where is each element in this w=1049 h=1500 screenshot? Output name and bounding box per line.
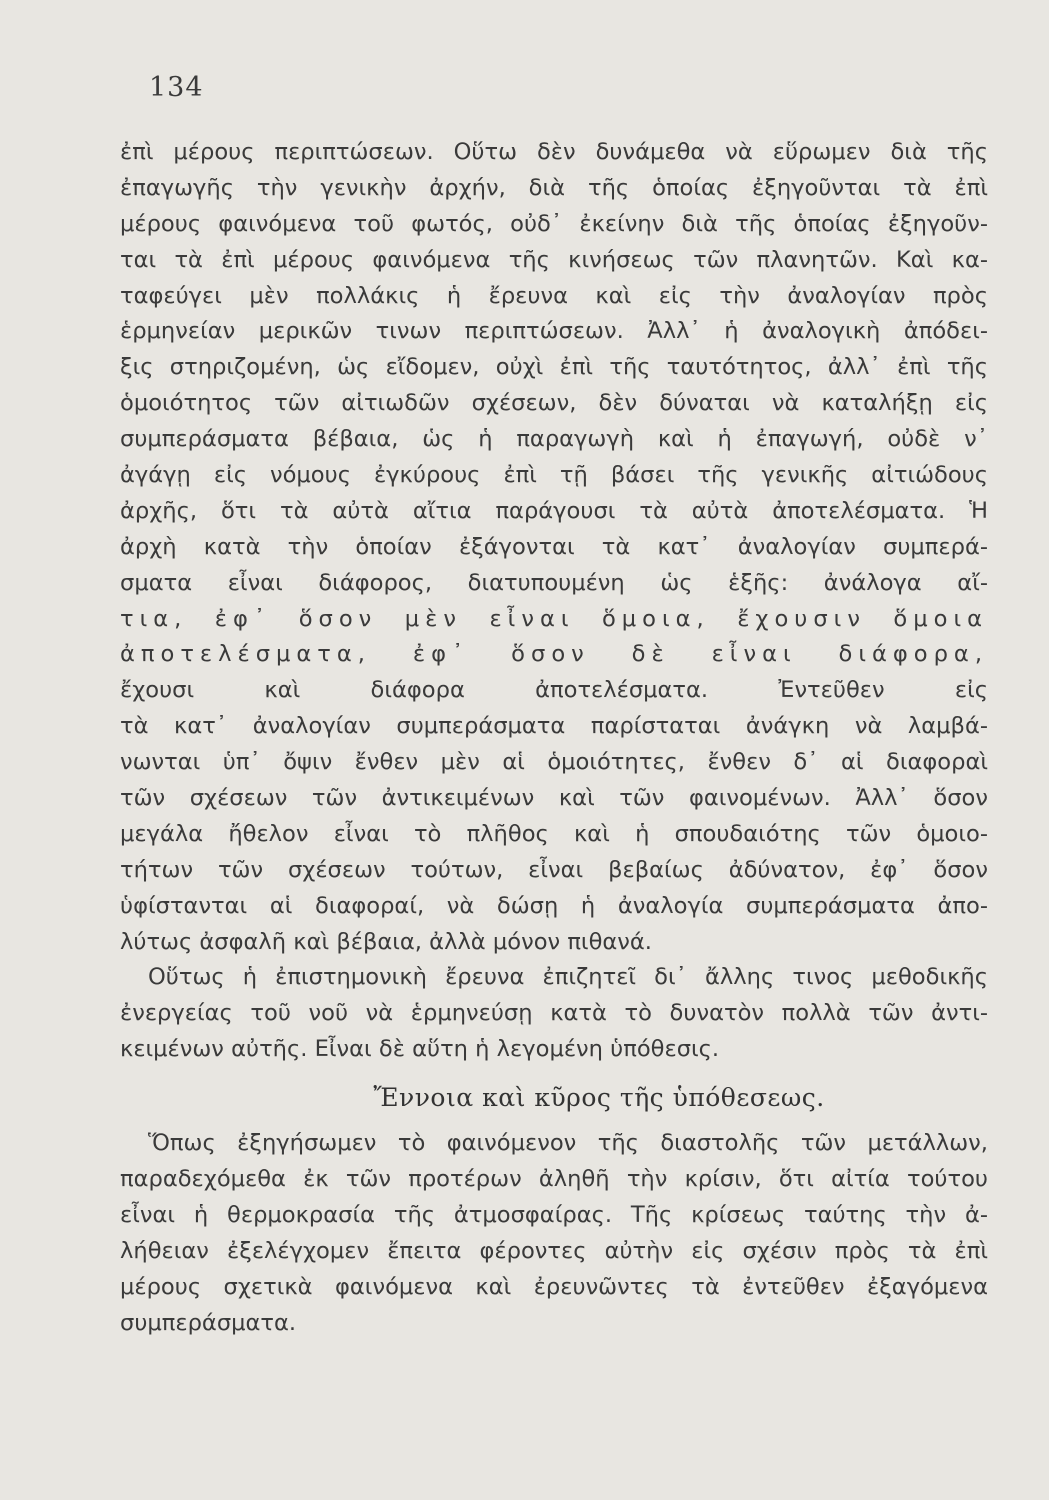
text-line: ἀρχῆς, ὅτι τὰ αὐτὰ αἴτια παράγουσι τὰ αὐτὰ ἀποτελέσματα. Ἡ bbox=[120, 497, 988, 524]
text-line: νωνται ὑπ᾽ ὄψιν ἔνθεν μὲν αἱ ὁμοιότητες, ἔνθεν δ᾽ αἱ διαφοραὶ bbox=[120, 749, 988, 776]
text-line: μεγάλα ἤθελον εἶναι τὸ πλῆθος καὶ ἡ σπουδαιότης τῶν ὁμοιο- bbox=[120, 820, 988, 847]
text-line: ταφεύγει μὲν πολλάκις ἡ ἔρευνα καὶ εἰς τὴν ἀναλογίαν πρὸς bbox=[120, 282, 988, 309]
text-line: ται τὰ ἐπὶ μέρους φαινόμενα τῆς κινήσεως τῶν πλανητῶν. Καὶ κα- bbox=[120, 246, 988, 273]
text-line: ἐπὶ μέρους περιπτώσεων. Οὕτω δὲν δυνάμεθα νὰ εὕρωμεν διὰ τῆς bbox=[120, 139, 988, 165]
text-line: τῶν σχέσεων τῶν ἀντικειμένων καὶ τῶν φαινομένων. Ἀλλ᾽ ὅσον bbox=[120, 785, 988, 812]
text-line: εἶναι ἡ θερμοκρασία τῆς ἀτμοσφαίρας. Τῆς κρίσεως ταύτης τὴν ἀ- bbox=[120, 1201, 988, 1228]
text-line: συμπεράσματα βέβαια, ὡς ἡ παραγωγὴ καὶ ἡ ἐπαγωγή, οὐδὲ ν᾽ bbox=[120, 426, 988, 453]
text-line: ἑρμηνείαν μερικῶν τινων περιπτώσεων. Ἀλλ᾽ ἡ ἀναλογικὴ ἀπόδει- bbox=[120, 318, 988, 345]
text-line: κειμένων αὐτῆς. Εἶναι δὲ αὕτη ἡ λεγομένη ὑπόθεσις. bbox=[120, 1036, 720, 1063]
text-line: ξις στηριζομένη, ὡς εἴδομεν, οὐχὶ ἐπὶ τῆς ταυτότητος, ἀλλ᾽ ἐπὶ τῆς bbox=[120, 354, 988, 381]
text-line: παραδεχόμεθα ἐκ τῶν προτέρων ἀληθῆ τὴν κρίσιν, ὅτι αἰτία τούτου bbox=[120, 1166, 988, 1193]
text-line: ὁμοιότητος τῶν αἰτιωδῶν σχέσεων, δὲν δύναται νὰ καταλήξῃ εἰς bbox=[120, 390, 988, 417]
page-body bbox=[120, 135, 988, 1342]
text-line: ἐπαγωγῆς τὴν γενικὴν ἀρχήν, διὰ τῆς ὁποίας ἐξηγοῦνται τὰ ἐπὶ bbox=[120, 174, 988, 201]
text-line: τὰ κατ᾽ ἀναλογίαν συμπεράσματα παρίσταται ἀνάγκη νὰ λαμβά- bbox=[120, 713, 988, 740]
text-line: ἀγάγῃ εἰς νόμους ἐγκύρους ἐπὶ τῇ βάσει τῆς γενικῆς αἰτιώδους bbox=[120, 462, 988, 489]
text-line: σματα εἶναι διάφορος, διατυπουμένη ὡς ἑξῆς: ἀνάλογα αἴ- bbox=[120, 569, 988, 596]
text-line: λήθειαν ἐξελέγχομεν ἔπειτα φέροντες αὐτὴν εἰς σχέσιν πρὸς τὰ ἐπὶ bbox=[120, 1237, 988, 1264]
paragraph-analogy bbox=[120, 135, 988, 960]
section-heading: Ἔννοια καὶ κῦρος τῆς ὑπόθεσεως. bbox=[373, 1083, 825, 1113]
text-line: ἔχουσι καὶ διάφορα ἀποτελέσματα. Ἐντεῦθεν εἰς bbox=[120, 677, 988, 704]
text-line: μέρους σχετικὰ φαινόμενα καὶ ἐρευνῶντες τὰ ἐντεῦθεν ἐξαγόμενα bbox=[120, 1273, 988, 1300]
text-line: λύτως ἀσφαλῆ καὶ βέβαια, ἀλλὰ μόνον πιθανά. bbox=[120, 928, 652, 955]
text-line: μέρους φαινόμενα τοῦ φωτός, οὐδ᾽ ἐκείνην διὰ τῆς ὁποίας ἐξηγοῦν- bbox=[120, 210, 988, 237]
text-line: ἀρχὴ κατὰ τὴν ὁποίαν ἐξάγονται τὰ κατ᾽ ἀναλογίαν συμπερά- bbox=[120, 533, 988, 560]
text-line: συμπεράσματα. bbox=[120, 1309, 297, 1336]
paragraph-metals bbox=[120, 1126, 988, 1341]
page-number: 134 bbox=[149, 72, 204, 103]
text-line: Οὕτως ἡ ἐπιστημονικὴ ἔρευνα ἐπιζητεῖ δι᾽ ἄλλης τινος μεθοδικῆς bbox=[148, 964, 988, 991]
paragraph-hypothesis bbox=[120, 960, 988, 1068]
text-line: ὑφίστανται αἱ διαφοραί, νὰ δώσῃ ἡ ἀναλογία συμπεράσματα ἀπο- bbox=[120, 892, 988, 919]
text-line: ἐνεργείας τοῦ νοῦ νὰ ἑρμηνεύσῃ κατὰ τὸ δυνατὸν πολλὰ τῶν ἀντι- bbox=[120, 1000, 988, 1027]
text-line: τήτων τῶν σχέσεων τούτων, εἶναι βεβαίως ἀδύνατον, ἐφ᾽ ὅσον bbox=[120, 856, 988, 883]
text-line: Ὅπως ἐξηγήσωμεν τὸ φαινόμενον τῆς διαστολῆς τῶν μετάλλων, bbox=[148, 1130, 988, 1157]
text-line: τια, ἐφ᾽ ὅσον μὲν εἶναι ὅμοια, ἔχουσιν ὅμοια bbox=[120, 605, 988, 632]
text-line: ἀποτελέσματα, ἐφ᾽ ὅσον δὲ εἶναι διάφορα, bbox=[120, 641, 988, 668]
